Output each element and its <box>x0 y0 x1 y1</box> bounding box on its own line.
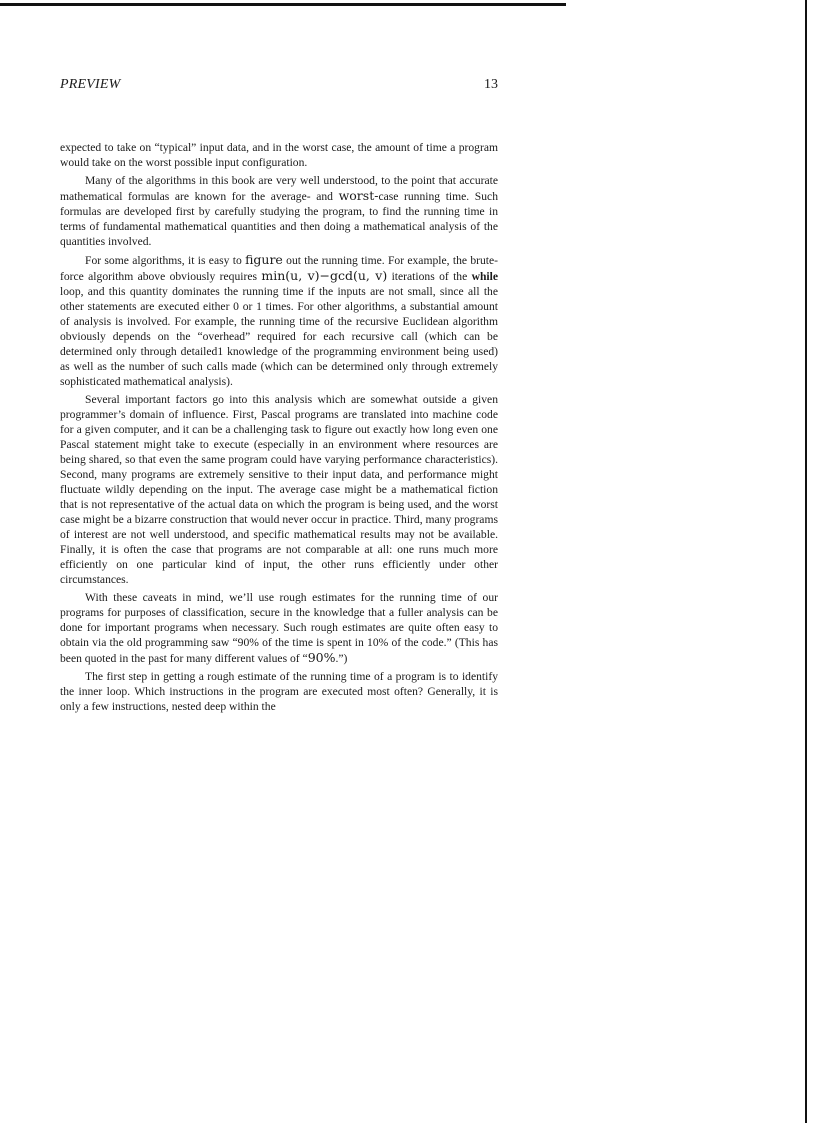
running-head <box>60 77 498 97</box>
text-run-variant: worst- <box>338 188 379 203</box>
text-run: For some algorithms, it is easy to <box>85 254 246 267</box>
text-run: expected to take on “typical” input data, and in the worst case, the amount of time a program would take on the worst possible input configuration. <box>60 141 498 169</box>
paragraph <box>60 252 498 389</box>
body-text <box>60 140 498 717</box>
paragraph <box>60 392 498 587</box>
text-run: loop, and this quantity dominates the running time if the inputs are not small, since all the other statements are executed either 0 or 1 times. For other algorithms, a substantial amount of analysis is involved. For example, the running time of the recursive Euclidean algorithm obviously depends on the “overhead” required for each recursive call (which can be determined only through detailed1 knowledge of the programming environment being used) as well as the number of such calls made (which can be determined only through extremely sophisticated mathematical analysis). <box>60 285 498 388</box>
text-run: Many of the algorithms in this book are very well understood, to the point that accurate mathematical formulas are known for the average- and <box>60 174 498 203</box>
text-run-variant: figure <box>245 252 283 267</box>
top-border-rule <box>0 3 566 6</box>
math-expression: min(u, v)−gcd(u, v) <box>261 268 388 283</box>
page-number: 13 <box>484 77 498 92</box>
text-run: With these caveats in mind, we’ll use rough estimates for the running time of our programs for purposes of classification, secure in the knowledge that a fuller analysis can be done for important programs when necessary. Such rough estimates are quite often easy to obtain via the old programming saw “90% of the time is spent in 10% of the code.” (This has been quoted in the past for many different values of “ <box>60 591 498 665</box>
paragraph <box>60 173 498 249</box>
text-run: out the running time. For example, the brute-force algorithm above obviously requires <box>60 254 499 283</box>
running-head-title: PREVIEW <box>60 77 121 92</box>
text-run: .”) <box>335 652 348 665</box>
text-run-variant: 90% <box>307 650 336 665</box>
text-run: The first step in getting a rough estimate of the running time of a program is to identify the inner loop. Which instructions in the program are executed most often? Generally, it is only a few instructions, nested deep within the <box>60 670 498 713</box>
paragraph <box>60 669 498 714</box>
paragraph <box>60 140 498 170</box>
text-run: Several important factors go into this analysis which are somewhat outside a given programmer’s domain of influence. First, Pascal programs are translated into machine code for a given computer, and it can be a challenging task to figure out exactly how long even one Pascal statement might take to execute (especially in an environment where resources are being shared, so that even the same program could have varying performance characteristics). Second, many programs are extremely sensitive to their input data, and performance might fluctuate wildly depending on the input. The average case might be a mathematical fiction that is not representative of the actual data on which the program is being used, and the worst case might be a bizarre construction that would never occur in practice. Third, many programs of interest are not well understood, and specific mathematical results may not be available. Finally, it is often the case that programs are not comparable at all: one runs much more efficiently on one particular kind of input, the other runs efficiently under other circumstances. <box>60 393 498 586</box>
paragraph <box>60 590 498 666</box>
keyword: while <box>471 270 498 283</box>
text-run: case running time. Such formulas are developed first by carefully studying the program, to find the running time in terms of fundamental mathematical quantities and then doing a mathematical analysis of the quantities involved. <box>60 190 498 248</box>
right-border-rule <box>805 0 807 1123</box>
text-run: iterations of the <box>387 270 472 283</box>
